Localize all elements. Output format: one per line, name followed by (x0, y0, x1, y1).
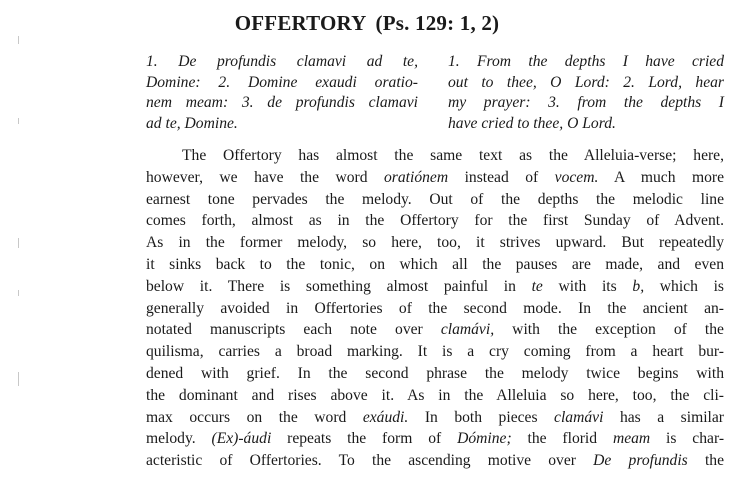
latin-line: ad te, Domine. (146, 114, 238, 132)
text-run: repeats the form of (271, 430, 458, 448)
latin-line: nem meam: 3. de profundis clamavi (146, 94, 418, 111)
english-line: my prayer: 3. from the depths I (448, 94, 724, 111)
body-line (146, 385, 724, 407)
title-reference: (Ps. 129: 1, 2) (375, 11, 500, 35)
text-run: it sinks back to the tonic, on which all the pauses are made, and even (146, 255, 724, 273)
text-run: however, we have the word (146, 168, 384, 186)
text-run: melody. (146, 430, 212, 448)
body-line (146, 319, 724, 341)
body-line (146, 363, 724, 385)
text-run: In both pieces (408, 408, 555, 426)
text-run: The Offertory has almost the same text as the Alleluia-verse; here, (182, 147, 724, 164)
title-heading: OFFERTORY (234, 11, 367, 35)
body-line (146, 341, 724, 363)
text-run: generally avoided in Offertories of the second mode. In the ancient an- (146, 299, 724, 317)
latin-text-column (146, 52, 418, 134)
margin-mark (18, 118, 19, 124)
latin-line: Domine: 2. Domine exaudi oratio- (146, 73, 418, 91)
text-run: earnest tone pervades the melody. Out of the depths the melodic line (146, 190, 724, 208)
english-line: have cried to thee, O Lord. (448, 114, 616, 132)
italic-term: oratiónem (384, 168, 449, 186)
italic-term: Dómine; (457, 430, 512, 448)
margin-mark (18, 36, 19, 44)
text-run: comes forth, almost as in the Offertory for the first Sunday of Advent. (146, 212, 724, 230)
text-run: A much more (598, 168, 725, 186)
body-line (146, 232, 724, 254)
body-line (146, 450, 724, 472)
italic-term: b, (632, 277, 645, 295)
text-run: the (687, 452, 724, 470)
italic-term: vocem. (554, 168, 599, 186)
italic-term: te (531, 277, 543, 295)
italic-term: clamávi, (440, 321, 495, 339)
body-line (146, 167, 724, 189)
body-line (146, 428, 724, 450)
text-run: instead of (448, 168, 555, 186)
text-run: max occurs on the word (146, 408, 363, 426)
body-line (146, 189, 724, 211)
italic-term: meam (612, 430, 651, 448)
margin-mark (18, 238, 19, 248)
text-run: acteristic of Offertories. To the ascending motive over (146, 452, 594, 470)
margin-mark (18, 290, 19, 296)
text-run: notated manuscripts each note over (146, 321, 441, 339)
english-translation-column (448, 52, 724, 134)
english-line: out to thee, O Lord: 2. Lord, hear (448, 73, 724, 91)
body-line (146, 210, 724, 232)
italic-term: clamávi (554, 408, 604, 426)
italic-term: (Ex)-áudi (211, 430, 272, 448)
text-run: with its (542, 277, 633, 295)
italic-term: De profundis (593, 452, 688, 470)
margin-mark (18, 372, 19, 386)
text-run: with the exception of the (494, 321, 724, 339)
english-line: 1. From the depths I have cried (448, 53, 724, 70)
commentary-paragraph (146, 145, 724, 472)
text-run: quilisma, carries a broad marking. It is a cry coming from a heart bur- (146, 343, 724, 361)
body-line (146, 298, 724, 320)
body-line (146, 276, 724, 298)
text-run: below it. There is something almost painful in (146, 277, 532, 295)
text-run: has a similar (603, 408, 724, 426)
text-run: is char- (650, 430, 725, 448)
latin-line: 1. De profundis clamavi ad te, (146, 53, 418, 70)
text-run: dened with grief. In the second phrase the melody twice begins with (146, 364, 724, 382)
section-title (150, 11, 584, 36)
body-line (146, 254, 724, 276)
body-line (146, 145, 724, 167)
text-run: the florid (511, 430, 613, 448)
text-run: As in the former melody, so here, too, it strives upward. But repeatedly (146, 234, 724, 252)
body-line (146, 407, 724, 429)
text-run: the dominant and rises above it. As in the Alleluia so here, too, the cli- (146, 386, 724, 404)
italic-term: exáudi. (362, 408, 409, 426)
text-run: which is (644, 277, 724, 295)
